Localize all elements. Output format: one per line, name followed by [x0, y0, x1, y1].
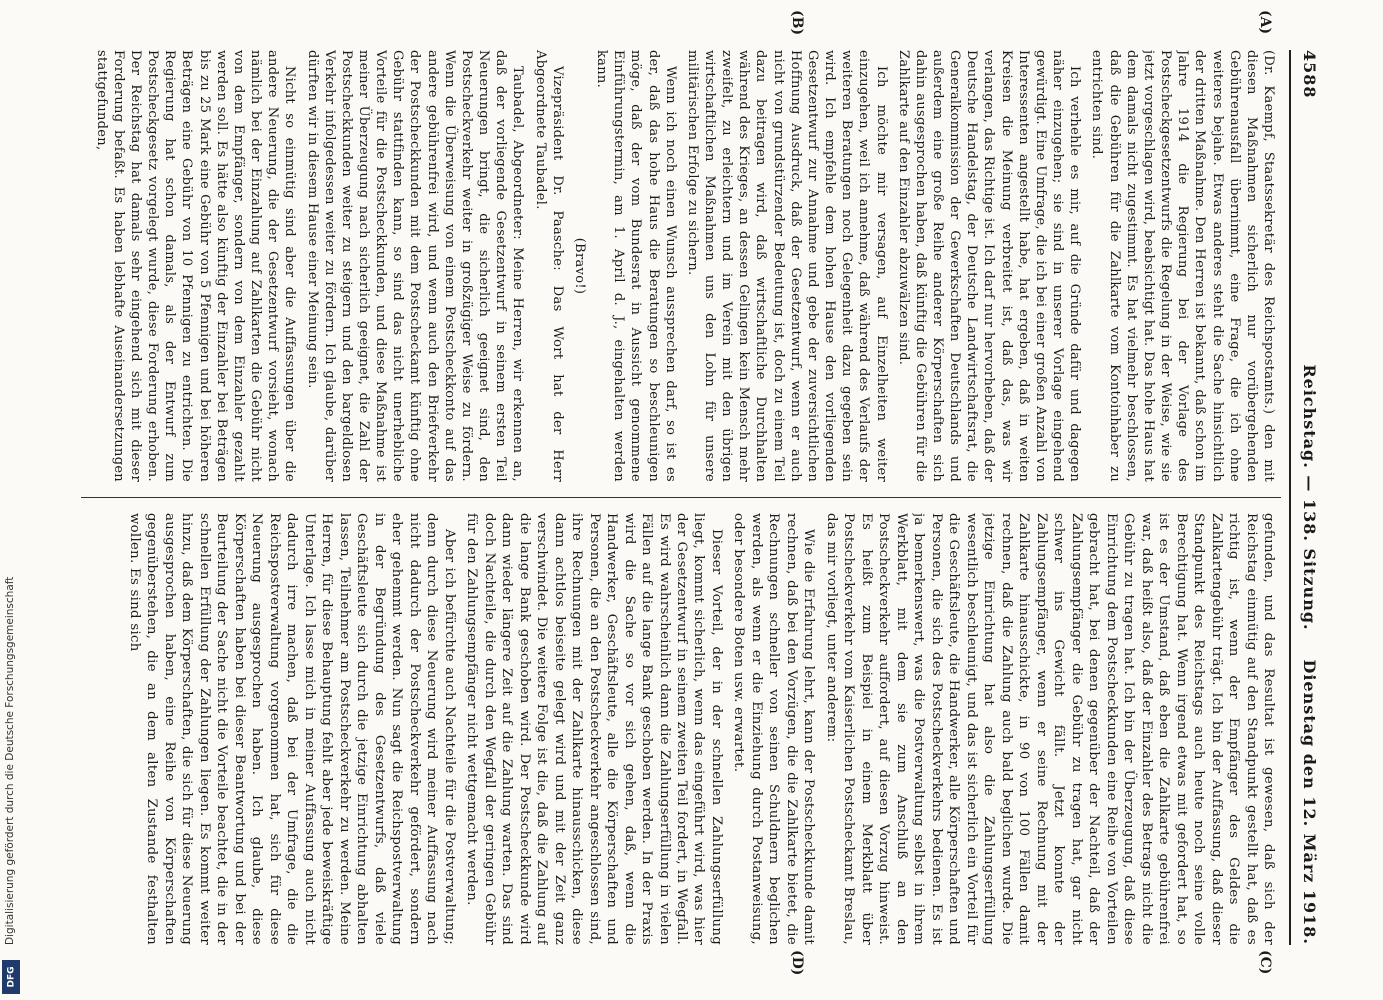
- session-title: Reichstag. — 138. Sitzung.: [1300, 364, 1319, 631]
- right-column-paragraph: Aber ich befürchte auch Nachteile für die Postverwaltung; denn durch diese Neuerung wird meiner Auffassung nach nicht dadurch der Postscheckverkehr gefördert, sondern eher gehemmt werden. Nun sagt die Reichspostverwaltung in der Begründung des Gesetzentwurfs, daß viele Geschäftsleute sich durch die jetzige Einrichtung abhalten lassen, Teilnehmer am Postscheckverkehr zu werden. Meine Herren, für diese Behauptung fehlt aber jede beweiskräftige Unterlage. Ich lasse mich in meiner Auffassung auch nicht dadurch irre machen, daß bei der Umfrage, die die Reichspostverwaltung vorgenommen hat, sich für diese Neuerung ausgesprochen haben. Ich glaube, diese Körperschaften haben bei dieser Beantwortung und bei der Beurteilung der Sache nicht die Vorteile beachtet, die in der schnellen Erfüllung der Zahlungen liegen. Es kommt weiter hinzu, daß dem Körperschaften, die sich für diese Neuerung ausgesprochen haben, eine Reihe von Körperschaften gegenüberstehen, die an dem alten Zustande festhalten wollen. Es sind sich: [127, 513, 457, 945]
- left-column-paragraph: Ich verhehle es mir, auf die Gründe dafür und dagegen näher einzugehen; sie sind in unserer Vorlage eingehend gewürdigt. Eine Umfrage, die ich bei einer großen Anzahl von Interessenten angestellt habe, hat ergeben, daß in weiten Kreisen die Meinung verbreitet ist, daß das, was wir verlangen, das Richtige ist. Ich darf nur hervorheben, daß der Deutsche Handelstag, der Deutsche Landwirtschaftsrat, die Generalkommission der Gewerkschaften Deutschlands und außerdem eine große Reihe anderer Körperschaften sich dahin ausgesprochen haben, daß künftig die Gebühren für die Zahlkarte auf den Einzahler abzuwälzen sind.: [895, 50, 1083, 482]
- dfg-logo-text: DFG: [6, 966, 17, 988]
- column-divider: [81, 497, 1281, 498]
- margin-marker-a: (A): [1257, 10, 1273, 35]
- left-column-paragraph: (Bravo!): [571, 237, 587, 295]
- newspaper-page: [67, 10, 1325, 976]
- left-column: [87, 50, 1277, 482]
- right-column-paragraph: Wie die Erfahrung lehrt, kann der Postscheckkunde damit rechnen, daß bei den Vorzügen, die die Zahlkarte bietet, die Rechnungen schneller von seinen Schuldnern beglichen werden, als wenn er die Einziehung durch Postanweisung, oder besondere Boten usw. erwartet.: [731, 513, 817, 945]
- dfg-logo: [2, 960, 20, 994]
- margin-marker-d: (D): [789, 950, 805, 976]
- left-column-paragraph: Nicht so einmütig sind aber die Auffassungen über die andere Neuerung, die der Gesetzentwurf vorsieht, wonach nämlich bei der Einzahlung auf Zahlkarten die Gebühr nicht von dem Empfänger, sondern von dem Einzahler gezahlt werden soll. Es hätte also künftig der Einzahler bei Beträgen bis zu 25 Mark eine Gebühr von 5 Pfennigen und bei höheren Beträgen eine Gebühr von 10 Pfennigen zu entrichten. Die Regierung hat schon damals, als der Entwurf zum Postscheckgesetz vorgelegt wurde, diese Forderung erhoben. Der Reichstag hat damals sehr eingehend sich mit dieser Forderung befaßt. Es haben lebhafte Auseinandersetzungen stattgefunden,: [93, 50, 298, 482]
- credit-text: Digitalisierung gefördert durch die Deutsche Forschungsgemeinschaft: [4, 576, 16, 945]
- digitization-credit: [0, 0, 20, 950]
- right-column-paragraph: Dieser Vorteil, der in der schnellen Zahlungserfüllung liegt, kommt sicherlich, wenn das eingeführt wird, was hier der Gesetzentwurf in seinem zweiten Teil fordert, in Wegfall. Es wird wahrscheinlich dann die Zahlungserfüllung in vielen Fällen auf die lange Bank geschoben werden. In der Praxis wird die Sache so vor sich gehen, daß, wenn die Handwerker, Geschäftsleute, alle die Körperschaften und Personen, die an den Postscheckverkehr angeschlossen sind, ihre Rechnungen mit der Zahlkarte hinausschicken, diese dann achtlos beiseite gelegt wird und mit der Zeit ganz verschwindet. Die weitere Folge ist die, daß die Zahlung auf die lange Bank geschoben wird. Der Postscheckkunde wird dann wieder längere Zeit auf die Zahlung warten. Das sind doch Nachteile, die durch den Wegfall der geringen Gebühr für den Zahlungsempfänger nicht wettgemacht werden.: [464, 513, 724, 945]
- left-column-paragraph: Vizepräsident Dr. Paasche: Das Wort hat der Herr Abgeordnete Taubadel.: [532, 50, 565, 482]
- page-header: [1289, 50, 1325, 945]
- left-column-paragraph: Wenn ich noch einen Wunsch aussprechen darf, so ist es der, daß das hohe Haus die Beratungen so beschleunigen möge, daß der vom Bundesrat in Aussicht genommene Einführungstermin, am 1. April d. J., eingehalten werden kann.: [594, 50, 678, 482]
- left-column-paragraph: Ich möchte mir versagen, auf Einzelheiten weiter einzugehen, weil ich annehme, daß während des Verlaufs der weiteren Beratungen noch Gelegenheit dazu gegeben sein wird. Ich empfehle dem hohen Hause den vorliegenden Gesetzentwurf zur Annahme und gebe der zuversichtlichen Hoffnung Ausdruck, daß der Gesetzentwurf, wenn er auch nicht von grundstürzender Bedeutung ist, doch zu einem Teil dazu beitragen wird, daß wirtschaftliche Durchhalten während des Krieges, an dessen Gelingen kein Mensch mehr zweifelt, zu erleichtern und im Verein mit den übrigen wirtschaftlichen Maßnahmen uns den Lohn für unsere militärischen Erfolge zu sichern.: [684, 50, 889, 482]
- margin-marker-c: (C): [1257, 950, 1273, 975]
- margin-marker-b: (B): [789, 10, 805, 36]
- session-date: Dienstag den 12. März 1918.: [1300, 659, 1319, 945]
- right-column-paragraph: gefunden, und das Resultat ist gewesen, daß sich der Reichstag einmütig auf den Standpunkt gestellt hat, daß es richtig ist, wenn der Empfänger des Geldes die Zahlkartengebühr trägt. Ich bin der Auffassung, daß dieser Standpunkt des Reichstags auch heute noch seine volle Berechtigung hat. Wenn irgend etwas mit gefordert hat, so ist es der Umstand, daß eben die Zahlkarte gebührenfrei war, daß heißt also, daß der Einzahler des Betrags nicht die Gebühr zu tragen hat. Ich bin der Überzeugung, daß diese Einrichtung dem Postscheckkunden eine Reihe von Vorteilen gebracht hat, bei denen gegenüber der Nachteil, daß der Zahlungsempfänger die Gebühr zu tragen hat, gar nicht schwer ins Gewicht fällt. Jetzt konnte der Zahlungsempfänger, wenn er seine Rechnung mit der Zahlkarte hinausschickte, in 90 von 100 Fällen damit rechnen, daß die Zahlung auch bald beglichen wurde. Die jetzige Einrichtung hat also die Zahlungserfüllung wesentlich beschleunigt, und das ist sicherlich ein Vorteil für die Geschäftsleute, die Handwerker, alle Körperschaften und Personen, die sich des Postscheckverkehrs bedienen. Es ist ja bemerkenswert, was die Postverwaltung selbst in ihrem Werkblatt, mit dem sie zum Anschluß an den Postscheckverkehr auffordert, auf diesen Vorzug hinweist. Es heißt zum Beispiel in einem Merkblatt über Postscheckverkehr vom Kaiserlichen Postscheckamt Breslau, das mir vorliegt, unter anderem:: [823, 513, 1276, 945]
- left-column-paragraph: (Dr. Kaempf, Staatssekretär des Reichspostamts.) den mit diesen Maßnahmen sicherlich nur vorübergehenden Gebührenausfall übernimmt, eine Frage, die ich ohne weiteres bejahe. Etwas anderes steht die Sache hinsichtlich der dritten Maßnahme. Den Herren ist bekannt, daß schon im Jahre 1914 die Regierung bei der Vorlage des Postscheckgesetzentwurfs die Regelung in der Weise, wie sie jetzt vorgeschlagen wird, beabsichtigt hat. Das hohe Haus hat dem damals nicht zugestimmt. Es hat vielmehr beschlossen, daß die Gebühren für die Zahlkarte vom Kontoinhaber zu entrichten sind.: [1089, 50, 1276, 482]
- left-column-paragraph: Taubadel, Abgeordneter: Meine Herren, wir erkennen an, daß der vorliegende Gesetzentwurf in seinem ersten Teil Neuerungen bringt, die sicherlich geeignet sind, den Postscheckverkehr weiter in großzügiger Weise zu fördern. Wenn die Überweisung von einem Postscheckkonto auf das andere gebührenfrei wird, und wenn auch den Briefverkehr der Postscheckkunden mit dem Postscheckamt künftig ohne Gebühr stattfinden kann, so sind das nicht unerhebliche Vorteile für die Postscheckkunden, und diese Maßnahme ist meiner Überzeugung nach sicherlich geeignet, die Zahl der Postscheckkunden weiter zu steigern und den bargeldlosen Verkehr infolgedessen weiter zu fördern. Ich glaube, darüber dürften wir in diesem Hause einer Meinung sein.: [304, 50, 526, 482]
- page-number: 4588: [1300, 50, 1319, 99]
- right-column: [87, 513, 1277, 945]
